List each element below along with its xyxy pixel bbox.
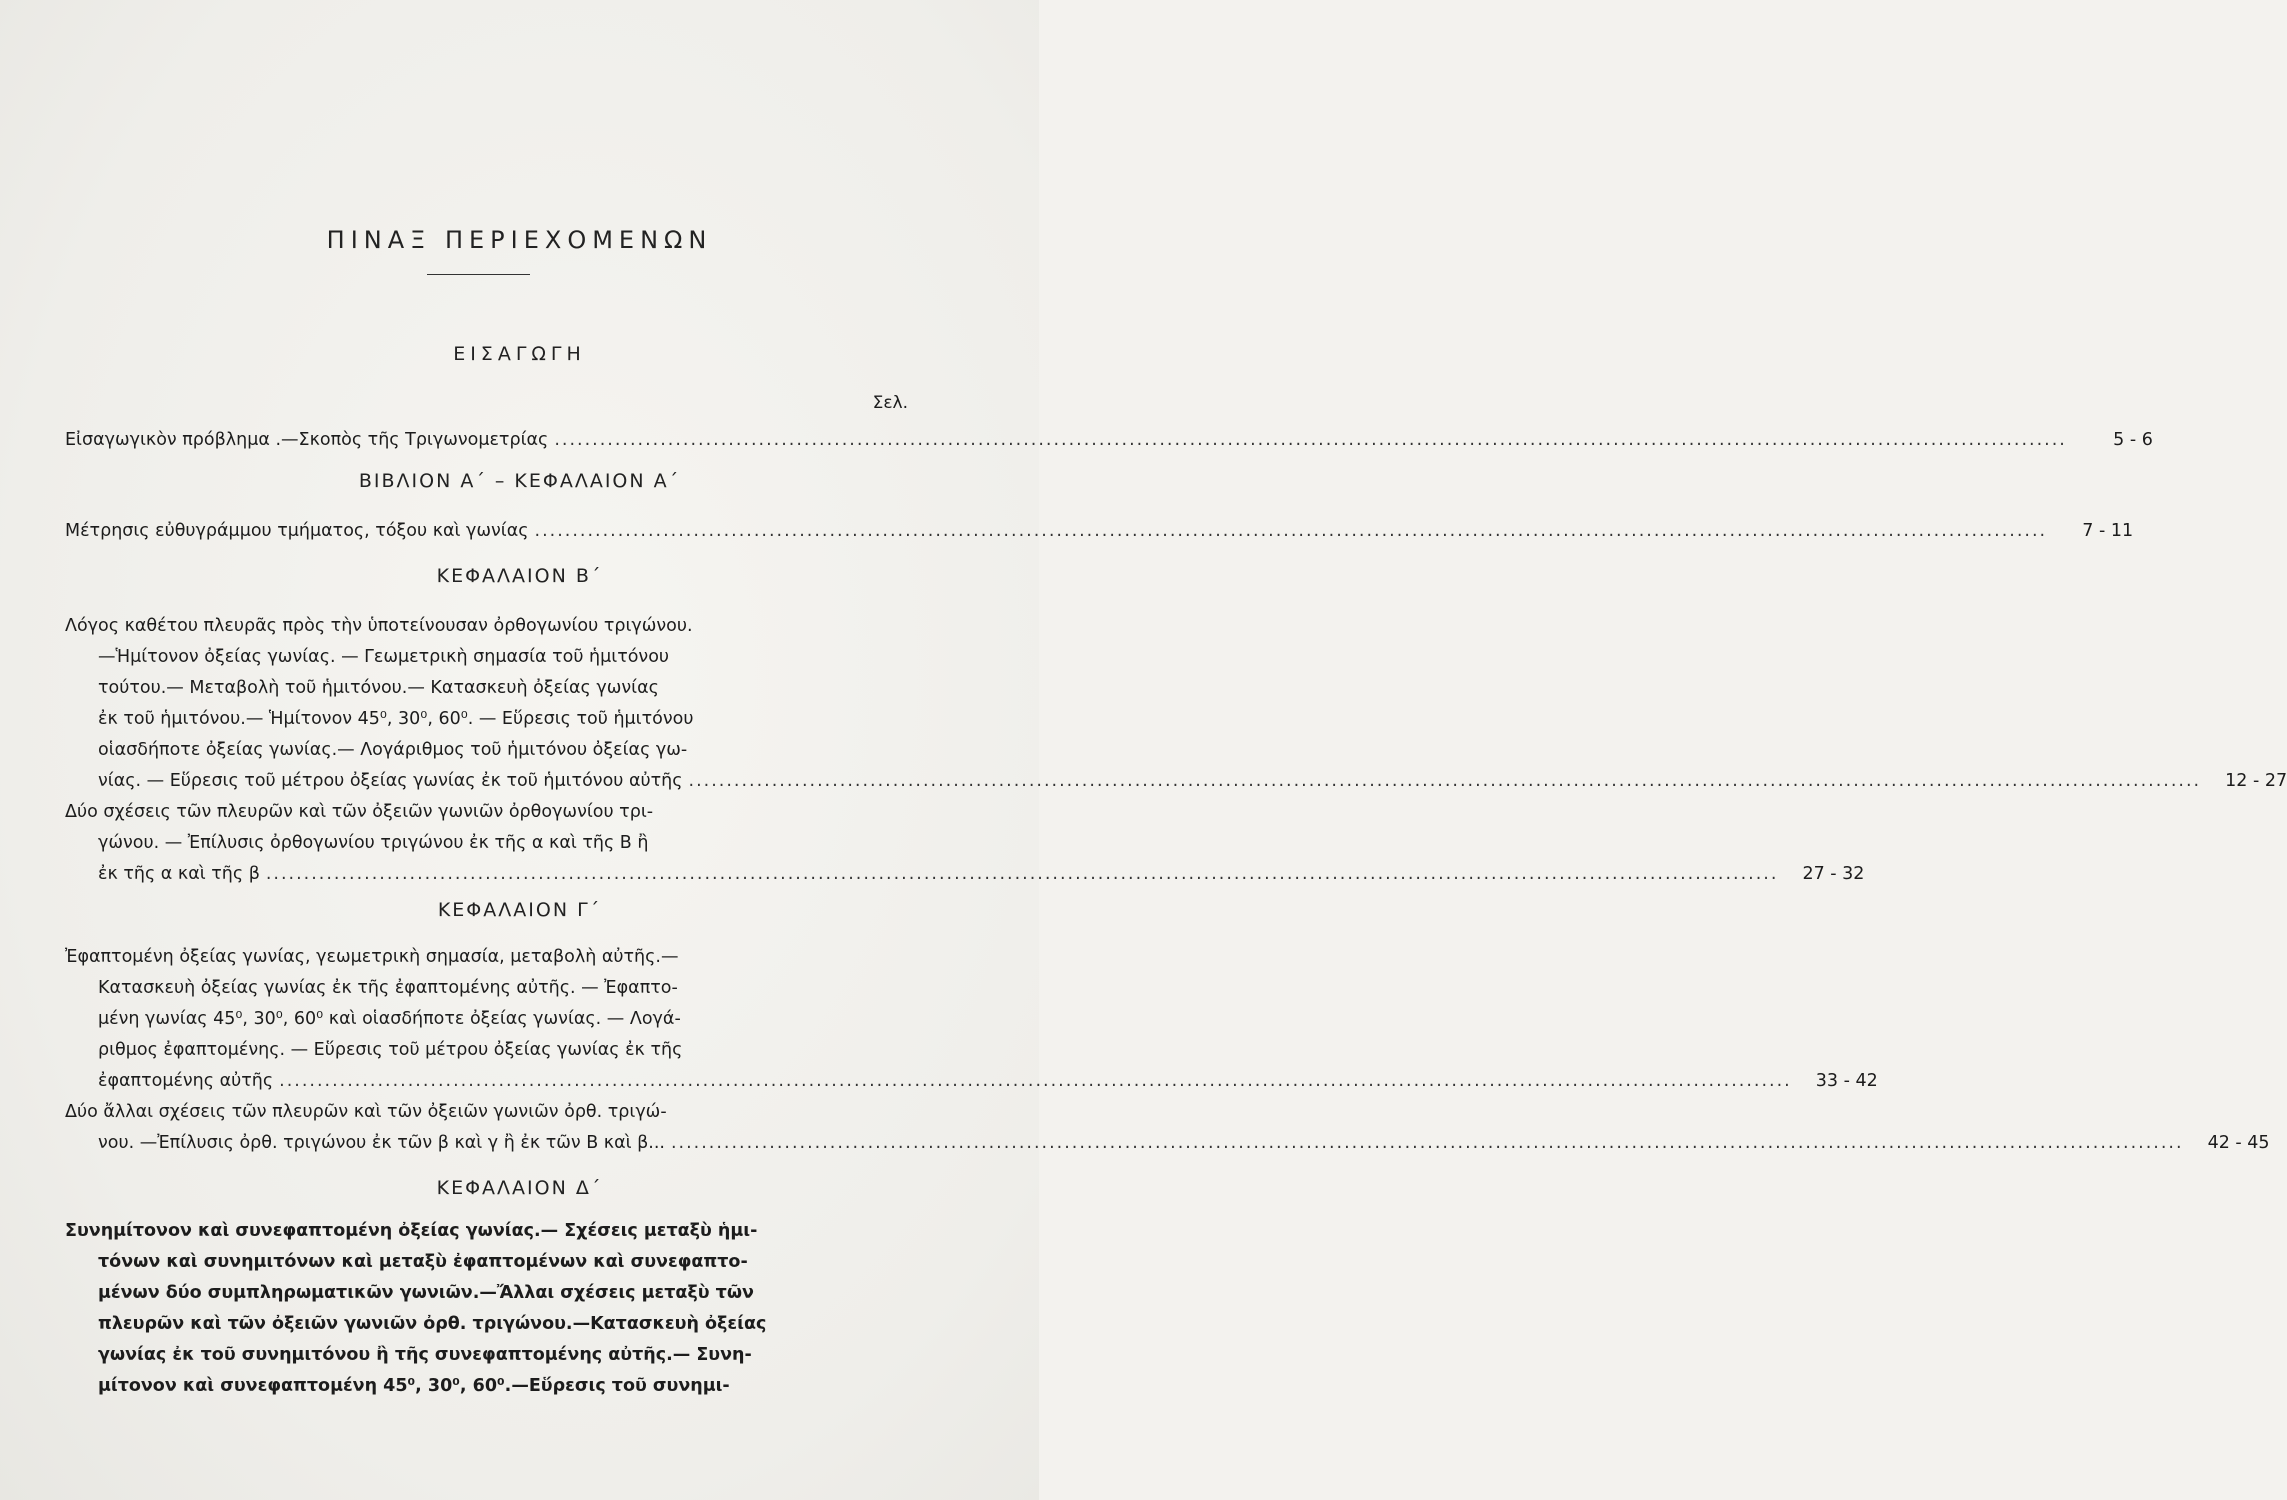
toc-page-number: 12 - 27: [2225, 771, 2287, 791]
toc-entry-line: Ἐφαπτομένη ὀξείας γωνίας, γεωμετρικὴ σημασία, μεταβολὴ αὐτῆς.—: [65, 947, 679, 967]
toc-entry-text: Μέτρησις εὐθυγράμμου τμήματος, τόξου καὶ γωνίας: [65, 521, 529, 541]
leader-dots: ........................................................................................................................................................................................................: [688, 771, 2202, 791]
toc-entry-line: [65, 1128, 2270, 1159]
toc-entry-text: ἐφαπτομένης αὐτῆς: [98, 1071, 274, 1091]
toc-entry-line: Συνημίτονον καὶ συνεφαπτομένη ὀξείας γωνίας.— Σχέσεις μεταξὺ ἡμι-: [65, 1221, 758, 1241]
toc-entry-line: [65, 1066, 1878, 1097]
toc-entry-line: Λόγος καθέτου πλευρᾶς πρὸς τὴν ὑποτείνουσαν ὀρθογωνίου τριγώνου.: [65, 616, 693, 636]
toc-entry-line: [65, 425, 2153, 456]
toc-entry-1: [65, 425, 2153, 456]
leader-dots: ........................................................................................................................................................................................................: [279, 1071, 1792, 1091]
toc-entry-line: [65, 766, 2287, 797]
toc-entry-6: [65, 1097, 2270, 1159]
toc-page-number: 27 - 32: [1802, 864, 1865, 884]
toc-entry-line: —Ἡμίτονον ὀξείας γωνίας. — Γεωμετρικὴ σημασία τοῦ ἡμιτόνου: [98, 647, 670, 667]
toc-entry-line: [65, 859, 1865, 890]
leader-dots: ........................................................................................................................................................................................................: [534, 521, 2048, 541]
toc-entry-line: Δύο ἄλλαι σχέσεις τῶν πλευρῶν καὶ τῶν ὀξειῶν γωνιῶν ὀρθ. τριγώ-: [65, 1102, 667, 1122]
toc-entry-text: ἐκ τῆς α καὶ τῆς β: [98, 864, 260, 884]
page-title: ΠΙΝΑΞ ΠΕΡΙΕΧΟΜΕΝΩΝ: [326, 226, 713, 254]
toc-entry-3: [65, 611, 2287, 797]
toc-entry-5: [65, 942, 1878, 1097]
toc-entry-line: μένη γωνίας 45⁰, 30⁰, 60⁰ καὶ οἱασδήποτε ὀξείας γωνίας. — Λογά-: [98, 1009, 681, 1029]
leader-dots: ........................................................................................................................................................................................................: [265, 864, 1779, 884]
toc-page-number: 5 - 6: [2113, 430, 2153, 450]
leader-dots: ........................................................................................................................................................................................................: [670, 1133, 2184, 1153]
toc-page-number: 7 - 11: [2082, 521, 2134, 541]
toc-page-number: 42 - 45: [2207, 1133, 2270, 1153]
toc-entry-line: μίτονον καὶ συνεφαπτομένη 45⁰, 30⁰, 60⁰.—Εὕρεσις τοῦ συνημι-: [98, 1376, 730, 1396]
section-heading-chapter-d: ΚΕΦΑΛΑΙΟΝ Δ΄: [436, 1177, 603, 1199]
page-column-label: Σελ.: [872, 393, 908, 413]
leader-dots: ........................................................................................................................................................................................................: [554, 430, 2067, 450]
toc-entry-line: μένων δύο συμπληρωματικῶν γωνιῶν.—Ἄλλαι σχέσεις μεταξὺ τῶν: [98, 1283, 754, 1303]
toc-entry-line: γωνίας ἐκ τοῦ συνημιτόνου ἢ τῆς συνεφαπτομένης αὐτῆς.— Συνη-: [98, 1345, 752, 1365]
toc-entry-line: [65, 516, 2134, 547]
toc-entry-line: ριθμος ἐφαπτομένης. — Εὕρεσις τοῦ μέτρου ὀξείας γωνίας ἐκ τῆς: [98, 1040, 683, 1060]
toc-entry-line: ἐκ τοῦ ἡμιτόνου.— Ἡμίτονον 45⁰, 30⁰, 60⁰. — Εὕρεσις τοῦ ἡμιτόνου: [98, 709, 694, 729]
toc-entry-line: γώνου. — Ἐπίλυσις ὀρθογωνίου τριγώνου ἐκ τῆς α καὶ τῆς Β ἢ: [98, 833, 649, 853]
section-heading-book-a: ΒΙΒΛΙΟΝ Α΄ – ΚΕΦΑΛΑΙΟΝ Α΄: [358, 470, 681, 492]
title-underline: [427, 274, 530, 275]
toc-entry-4: [65, 797, 1865, 890]
toc-entry-text: νου. —Ἐπίλυσις ὀρθ. τριγώνου ἐκ τῶν β καὶ γ ἢ ἐκ τῶν Β καὶ β...: [98, 1133, 665, 1153]
toc-entry-line: οἱασδήποτε ὀξείας γωνίας.— Λογάριθμος τοῦ ἡμιτόνου ὀξείας γω-: [98, 740, 688, 760]
toc-page-number: 33 - 42: [1815, 1071, 1878, 1091]
toc-entry-2: [65, 516, 2134, 547]
section-heading-chapter-c: ΚΕΦΑΛΑΙΟΝ Γ΄: [437, 899, 602, 921]
toc-entry-line: τόνων καὶ συνημιτόνων καὶ μεταξὺ ἐφαπτομένων καὶ συνεφαπτο-: [98, 1252, 748, 1272]
section-heading-chapter-b: ΚΕΦΑΛΑΙΟΝ Β΄: [436, 565, 603, 587]
section-heading-intro: ΕΙΣΑΓΩΓΗ: [453, 343, 586, 365]
toc-entry-7: [65, 1216, 911, 1402]
toc-entry-line: Δύο σχέσεις τῶν πλευρῶν καὶ τῶν ὀξειῶν γωνιῶν ὀρθογωνίου τρι-: [65, 802, 654, 822]
toc-entry-line: πλευρῶν καὶ τῶν ὀξειῶν γωνιῶν ὀρθ. τριγώνου.—Κατασκευὴ ὀξείας: [98, 1314, 767, 1334]
toc-entry-line: Κατασκευὴ ὀξείας γωνίας ἐκ τῆς ἐφαπτομένης αὐτῆς. — Ἐφαπτο-: [98, 978, 678, 998]
toc-entry-text: νίας. — Εὕρεσις τοῦ μέτρου ὀξείας γωνίας ἐκ τοῦ ἡμιτόνου αὐτῆς: [98, 771, 683, 791]
toc-entry-line: τούτου.— Μεταβολὴ τοῦ ἡμιτόνου.— Κατασκευὴ ὀξείας γωνίας: [98, 678, 659, 698]
toc-entry-text: Εἰσαγωγικὸν πρόβλημα .—Σκοπὸς τῆς Τριγωνομετρίας: [65, 430, 549, 450]
